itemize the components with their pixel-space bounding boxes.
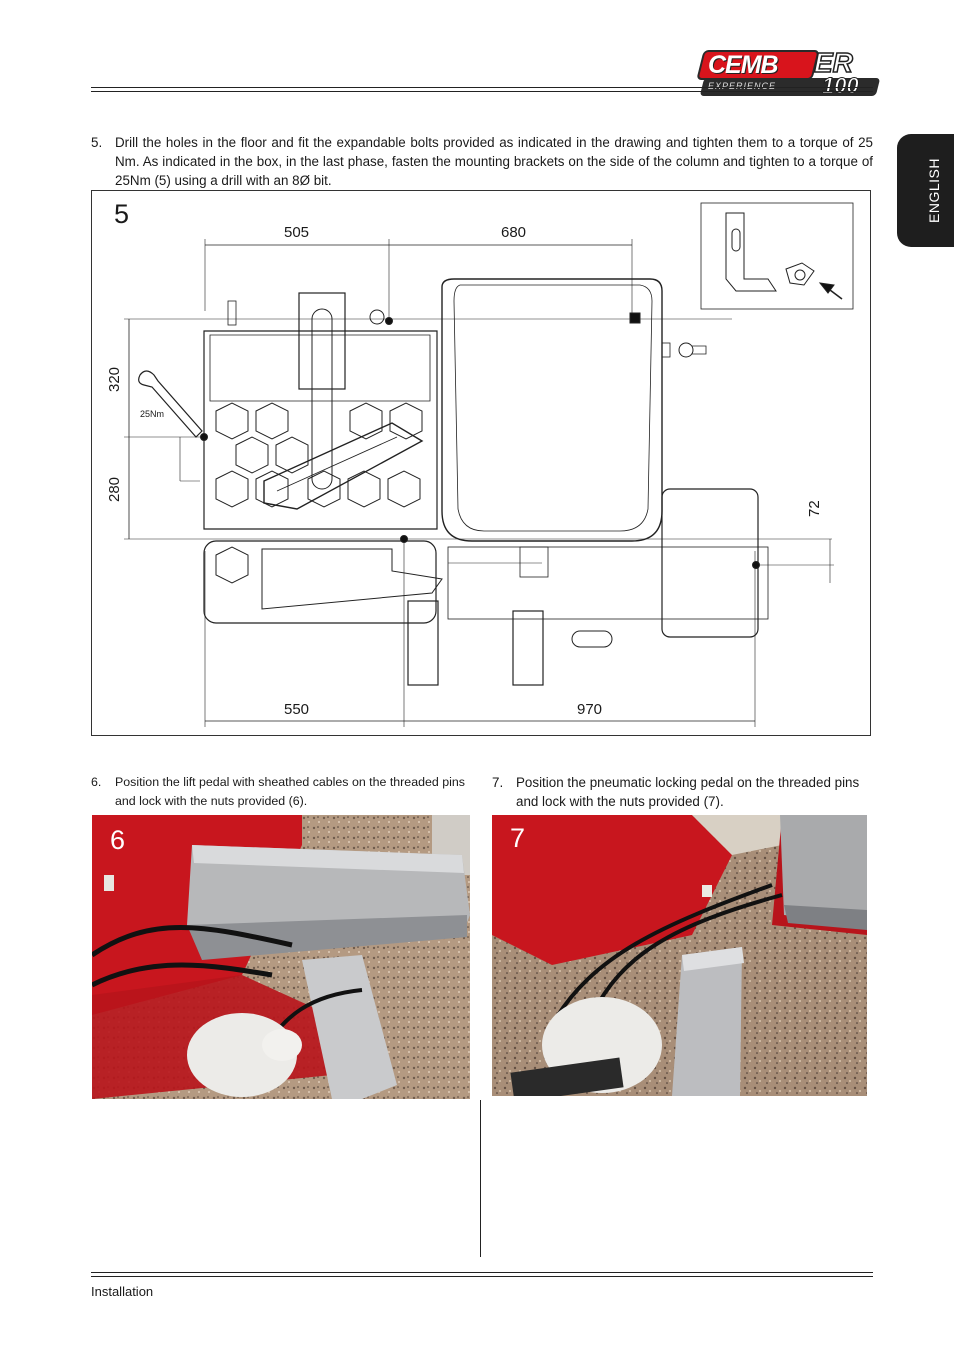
logo-model-text: ER <box>814 47 853 78</box>
photo-6-image <box>92 815 470 1099</box>
valve-2 <box>370 310 384 324</box>
figure-7-label: 7 <box>510 823 526 853</box>
bracket-icon <box>726 213 776 291</box>
logo-number-text: 100 <box>822 73 859 98</box>
lower-base <box>204 541 436 623</box>
slide-block <box>520 547 548 577</box>
lower-arm <box>262 549 442 609</box>
arrow-icon <box>820 283 842 299</box>
side-bolt <box>679 343 693 357</box>
language-tab <box>897 134 954 247</box>
figure-6-label: 6 <box>110 825 126 855</box>
dim-label-505: 505 <box>284 224 310 241</box>
main-cover <box>442 279 662 541</box>
anchor-point-1 <box>201 434 208 441</box>
language-label: ENGLISH <box>926 158 942 223</box>
step-7-paragraph <box>492 773 873 811</box>
dim-label-970: 970 <box>577 701 603 718</box>
detail-inset-box <box>701 203 853 309</box>
hexagon-grid <box>216 403 422 507</box>
photo-6 <box>92 815 470 1099</box>
anchor-point-3 <box>753 562 760 569</box>
wrench-icon <box>139 371 202 437</box>
step-5-number: 5. <box>91 135 103 150</box>
header-rule-bottom <box>91 91 873 92</box>
dim-label-680: 680 <box>501 224 527 241</box>
handle-bar <box>572 631 612 647</box>
lower-hexagon <box>216 547 248 583</box>
footer-section: Installation <box>91 1284 154 1299</box>
photo-7-image <box>492 815 867 1096</box>
dim-label-72: 72 <box>806 500 823 517</box>
side-frame <box>662 489 758 637</box>
dim-label-320: 320 <box>106 366 123 392</box>
dim-label-550: 550 <box>284 701 310 718</box>
machine-top-panel <box>210 335 430 401</box>
main-cover-inner <box>454 285 652 531</box>
step-7-number: 7. <box>492 775 504 790</box>
header-rule-top <box>91 87 873 88</box>
figure-5-drawing <box>91 190 871 736</box>
column-divider <box>480 1100 481 1257</box>
logo-sub-text: EXPERIENCE <box>708 81 777 91</box>
column-top <box>299 293 345 389</box>
figure-5-svg <box>92 191 872 737</box>
torque-label: 25Nm <box>140 409 165 419</box>
step-7-text: Position the pneumatic locking pedal on the threaded pins and lock with the nuts provided (7). <box>516 775 860 809</box>
pedal-right <box>513 611 543 685</box>
slide-rail <box>448 547 768 619</box>
anchor-square <box>630 313 640 323</box>
step-6-number: 6. <box>91 775 102 789</box>
machine-base-left <box>204 331 437 529</box>
column-shaft <box>312 309 332 489</box>
step-5-paragraph <box>91 133 873 191</box>
valve-1 <box>228 301 236 325</box>
figure-5-label: 5 <box>114 199 130 229</box>
pedal-left <box>408 601 438 685</box>
anchor-point-2 <box>401 536 408 543</box>
bolt-icon <box>786 263 814 285</box>
step-6-text: Position the lift pedal with sheathed cables on the threaded pins and lock with the nuts provided (6). <box>115 775 465 808</box>
side-bolt-head <box>662 343 670 357</box>
footer-rule-bottom <box>91 1276 873 1277</box>
footer-rule-top <box>91 1272 873 1273</box>
step-5-text: Drill the holes in the floor and fit the expandable bolts provided as indicated in the drawing and tighten them to a torque of 25 Nm. As indicated in the box, in the last phase, fasten the mounting brackets on the side of the column and tighten to a torque of 25Nm (5) using a drill with an 8Ø bit. <box>115 135 873 188</box>
anchor-point-4 <box>386 318 393 325</box>
photo-7 <box>492 815 867 1096</box>
step-6-paragraph <box>91 773 473 811</box>
dim-label-280: 280 <box>106 476 123 502</box>
logo-brand-text: CEMB <box>708 51 778 79</box>
